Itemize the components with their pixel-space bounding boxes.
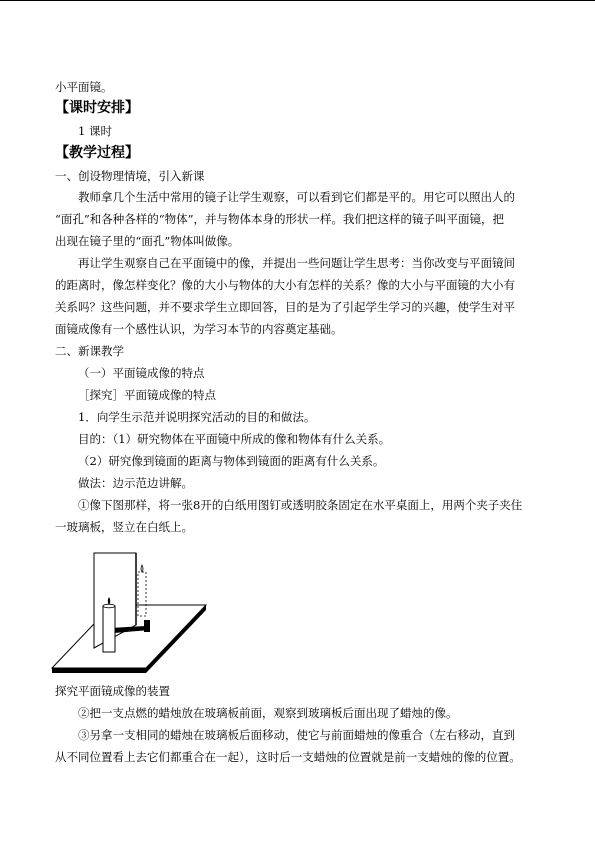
text-line: 1．向学生示范并说明探究活动的目的和做法。 bbox=[78, 410, 316, 424]
section-heading-process: 【教学过程】 bbox=[55, 145, 139, 161]
text-line: （一）平面镜成像的特点 bbox=[78, 366, 205, 380]
text-line: 关系吗？这些问题，并不要求学生立即回答，目的是为了引起学生学习的兴趣，使学生对平 bbox=[55, 300, 515, 314]
candle bbox=[103, 606, 115, 652]
text-line: 小平面镜。 bbox=[55, 80, 113, 94]
text-line: 一玻璃板，竖立在白纸上。 bbox=[55, 520, 193, 534]
text-line: 做法：边示范边讲解。 bbox=[78, 476, 193, 490]
text-line: 的距离时，像怎样变化？像的大小与物体的大小有怎样的关系？像的大小与平面镜的大小有 bbox=[55, 278, 515, 292]
text-line: 面镜成像有一个感性认识，为学习本节的内容奠定基础。 bbox=[55, 322, 343, 336]
figure-caption: 探究平面镜成像的装置 bbox=[55, 684, 170, 698]
mirror-experiment-figure bbox=[50, 548, 210, 674]
text-line: 出现在镜子里的“面孔”物体叫做像。 bbox=[55, 234, 240, 248]
text-line: 再让学生观察自己在平面镜中的像，并提出一些问题让学生思考：当你改变与平面镜间 bbox=[78, 256, 515, 270]
text-line: 教师拿几个生活中常用的镜子让学生观察，可以看到它们都是平的。用它可以照出人的 bbox=[78, 190, 515, 204]
table-front-edge bbox=[52, 668, 146, 673]
section-heading-schedule: 【课时安排】 bbox=[55, 100, 139, 116]
text-line: （2）研究像到镜面的距离与物体到镜面的距离有什么关系。 bbox=[78, 454, 385, 468]
clip-block bbox=[144, 620, 150, 632]
text-line: ［探究］平面镜成像的特点 bbox=[78, 388, 216, 402]
text-line: ②把一支点燃的蜡烛放在玻璃板前面，观察到玻璃板后面出现了蜡烛的像。 bbox=[78, 706, 458, 720]
text-line: 二、新课教学 bbox=[55, 344, 124, 358]
candle-image-flame bbox=[141, 565, 143, 572]
text-line: 目的：（1）研究物体在平面镜中所成的像和物体有什么关系。 bbox=[78, 432, 391, 446]
text-line: ③另拿一支相同的蜡烛在玻璃板后面移动，使它与前面蜡烛的像重合（左右移动，直到 bbox=[78, 728, 515, 742]
text-line: 1 课时 bbox=[78, 124, 112, 138]
text-line: ①像下图那样，将一张8开的白纸用图钉或透明胶条固定在水平桌面上，用两个夹子夹住 bbox=[78, 498, 523, 512]
text-line: 从不同位置看上去它们都重合在一起），这时后一支蜡烛的位置就是前一支蜡烛的像的位置。 bbox=[55, 750, 521, 764]
text-line: “面孔”和各种各样的“物体”，并与物体本身的形状一样。我们把这样的镜子叫平面镜，把 bbox=[55, 212, 505, 226]
text-line: 一、创设物理情境，引入新课 bbox=[55, 169, 205, 183]
